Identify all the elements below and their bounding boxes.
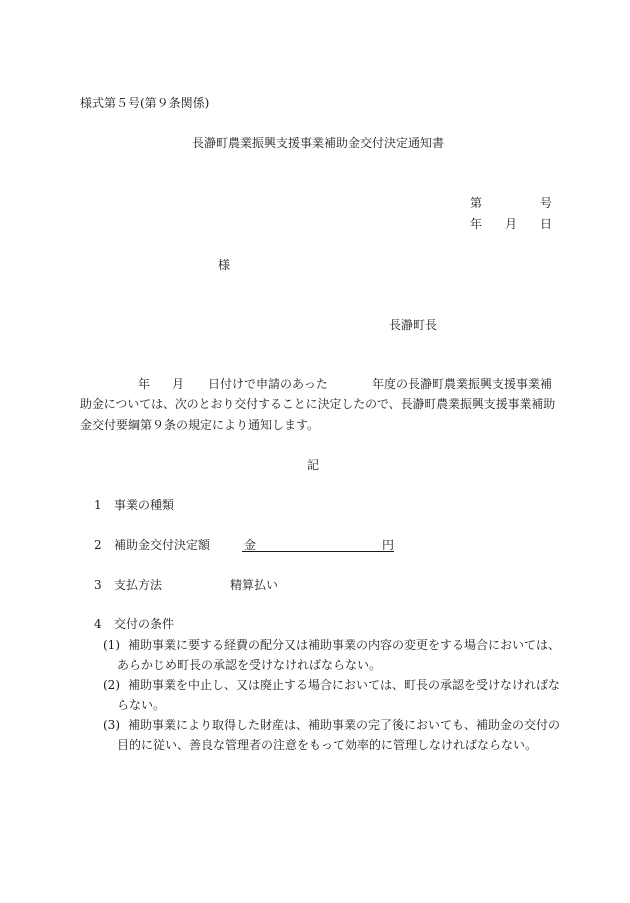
ki-heading: 記 bbox=[307, 458, 320, 472]
body-month: 月 bbox=[172, 377, 185, 391]
condition-3-line-1: 補助事業により取得した財産は、補助事業の完了後においても、補助金の交付の bbox=[128, 718, 561, 732]
body-line-3: 金交付要綱第９条の規定により通知します。 bbox=[80, 418, 320, 432]
number-prefix: 第 bbox=[470, 196, 483, 210]
item-4-number: 4 bbox=[94, 617, 102, 631]
condition-2-line-2: らない。 bbox=[117, 698, 166, 712]
body-text: 日付けで申請のあった bbox=[208, 377, 328, 391]
addressee-suffix: 様 bbox=[218, 258, 231, 272]
condition-2-line-1: 補助事業を中止し、又は廃止する場合においては、町長の承認を受けなければな bbox=[128, 678, 561, 692]
number-suffix: 号 bbox=[540, 196, 553, 210]
document-title: 長瀞町農業振興支援事業補助金交付決定通知書 bbox=[192, 136, 445, 150]
body-year: 年 bbox=[138, 377, 151, 391]
condition-3-line-2: 目的に従い、善良な管理者の注意をもって効率的に管理しなければならない。 bbox=[117, 738, 538, 752]
form-number: 様式第５号(第９条関係) bbox=[80, 96, 210, 110]
body-tail: 年度の長瀞町農業振興支援事業補 bbox=[372, 377, 553, 391]
payment-method-value: 精算払い bbox=[230, 578, 279, 592]
item-3-label: 支払方法 bbox=[114, 578, 163, 592]
date-year: 年 bbox=[470, 217, 483, 231]
date-month: 月 bbox=[505, 217, 518, 231]
condition-3-number: (3) bbox=[103, 718, 120, 732]
date-day: 日 bbox=[540, 217, 553, 231]
item-1-label: 事業の種類 bbox=[114, 498, 175, 512]
amount-underline bbox=[242, 551, 394, 552]
amount-prefix: 金 bbox=[244, 538, 257, 552]
condition-1-number: (1) bbox=[103, 638, 120, 652]
item-1-number: 1 bbox=[94, 498, 102, 512]
condition-1-line-1: 補助事業に要する経費の配分又は補助事業の内容の変更をする場合においては、 bbox=[128, 638, 561, 652]
item-4-label: 交付の条件 bbox=[114, 617, 175, 631]
body-line-2: 助金については、次のとおり交付することに決定したので、長瀞町農業振興支援事業補助 bbox=[80, 397, 556, 411]
condition-2-number: (2) bbox=[103, 678, 120, 692]
item-2-label: 補助金交付決定額 bbox=[114, 538, 211, 552]
item-2-number: 2 bbox=[94, 538, 102, 552]
amount-suffix: 円 bbox=[382, 538, 395, 552]
item-3-number: 3 bbox=[94, 578, 102, 592]
sender-name: 長瀞町長 bbox=[389, 318, 438, 332]
condition-1-line-2: あらかじめ町長の承認を受けなければならない。 bbox=[117, 658, 382, 672]
